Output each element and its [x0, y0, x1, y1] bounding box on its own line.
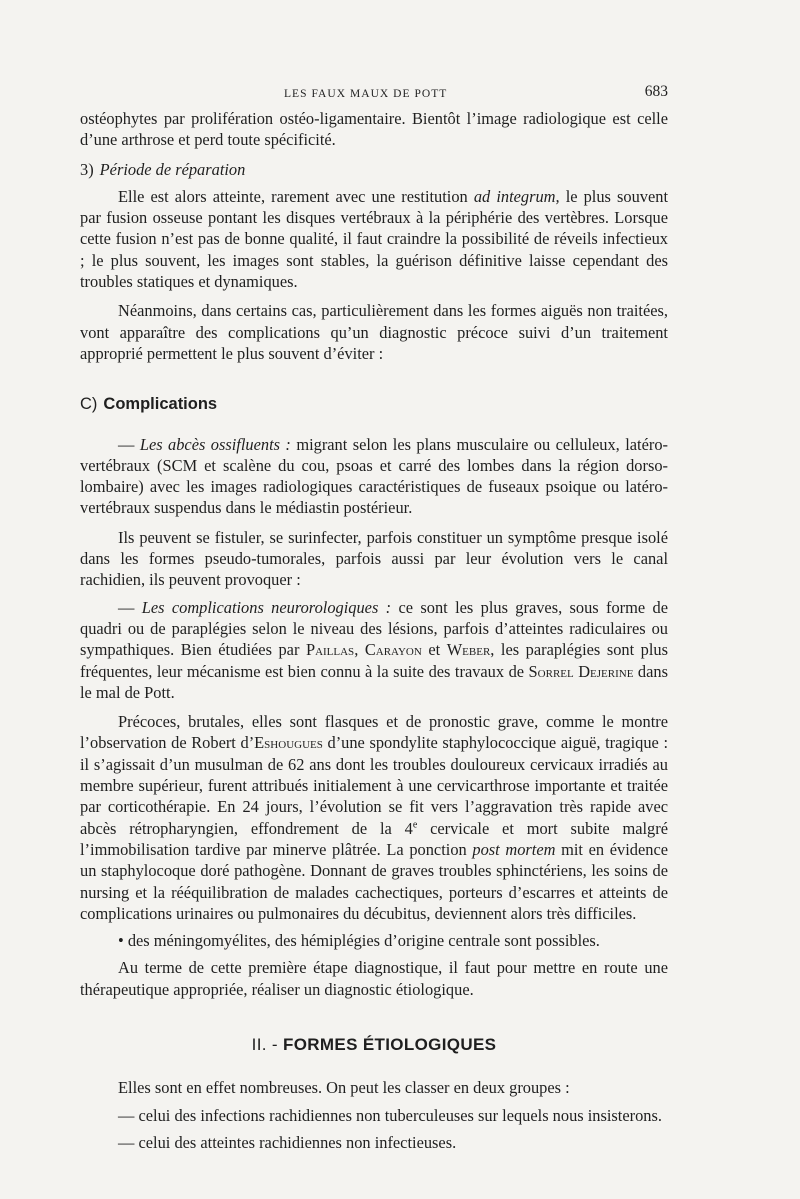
paragraph-fistula: Ils peuvent se fistuler, se surinfecter, parfois constituer un symptôme presque isolé dans les formes pseudo-tumorales, parfois aussi par leur évolution vers le canal rachidien, ils peuvent provoquer :: [80, 527, 668, 590]
part-title: FORMES ÉTIOLOGIQUES: [283, 1034, 497, 1054]
list-item-infections: — celui des infections rachidiennes non tuberculeuses sur lequels nous insisterons.: [118, 1105, 662, 1125]
superscript: e: [412, 819, 418, 831]
subheading-title: Période de réparation: [99, 159, 246, 179]
paragraph-early-brutal: [80, 711, 668, 924]
section-title: Complications: [103, 395, 218, 414]
document-page: [80, 78, 668, 1153]
text-run: mit en évidence un staphylocoque doré pathogène. Donnant de graves troubles sphinctériens, les soins de nursing et la rééquilibration de malades cachectiques, porteurs d’escarres et atteints de complications urinaires ou pulmonaires du décubitus, deviennent alors très difficiles.: [80, 839, 668, 923]
text-run: migrant selon les plans musculaire ou celluleux, latéro-vertébraux (SCM et scalène du cou, psoas et carré des lombes dans la région dorso-lombaire) avec les images radiologiques caractéristiques de fuseaux psoique ou latéro-vertébraux suspendus dans le médiastin postérieur.: [80, 434, 668, 518]
paragraph-numerous: Elles sont en effet nombreuses. On peut les classer en deux groupes :: [118, 1078, 570, 1098]
subheading-number: 3): [80, 159, 94, 179]
italic-run: Les complications neurorologiques :: [141, 597, 392, 617]
dash: —: [118, 434, 140, 454]
running-head: [80, 78, 668, 108]
paragraph-nevertheless: Néanmoins, dans certains cas, particulièrement dans les formes aiguës non traitées, vont apparaître des complications qu’un diagnostic précoce suivi d’un traitement approprié permettent le plus souvent d’éviter :: [80, 301, 668, 363]
paragraph-neurological: [80, 597, 668, 703]
paragraph-diagnostic-step: Au terme de cette première étape diagnostique, il faut pour mettre en route une thérapeutique appropriée, réaliser un diagnostic étiologique.: [80, 958, 668, 999]
paragraph-osteophytes: ostéophytes par prolifération ostéo-ligamentaire. Bientôt l’image radiologique est celle d’une arthrose et perd toute spécificité.: [80, 109, 668, 150]
running-title: LES FAUX MAUX DE POTT: [284, 88, 448, 100]
italic-run: ad integrum,: [473, 186, 560, 206]
part-number: II. -: [251, 1034, 283, 1054]
text-run: , les paraplégies sont plus fréquentes, leur mécanisme est bien connu à la suite des travaux de: [80, 640, 668, 681]
author-name: Paillas: [305, 640, 355, 660]
page-number: 683: [644, 83, 668, 100]
text-run: Elle est alors atteinte, rarement avec une restitution: [118, 186, 474, 206]
text-run: et: [421, 640, 447, 660]
author-name: Weber: [446, 640, 491, 660]
italic-run: Les abcès ossifluents :: [139, 434, 291, 454]
text-run: Précoces, brutales, elles sont flasques et de pronostic grave, comme le montre l’observation de Robert d’: [80, 712, 668, 753]
section-heading-complications: [80, 394, 668, 415]
paragraph-repair: [80, 186, 668, 292]
text-run: d’une spondylite staphylococcique aiguë, tragique : il s’agissait d’un musulman de 62 ans dont les troubles douloureux cervicaux irradiés au membre supérieur, furent attribués initialement à une cervicarthrose importante et traitée par corticothérapie. En 24 jours, l’évolution se fit vers l’aggravation très rapide avec abcès rétropharyngien, effondrement de la 4: [80, 733, 668, 838]
author-name: Eshougues: [254, 733, 323, 753]
dash: —: [118, 597, 142, 617]
author-name: Carayon: [364, 640, 422, 660]
part-heading-etiological-forms: [80, 1034, 668, 1055]
italic-run: post mortem: [472, 839, 556, 859]
text-run: ,: [354, 640, 365, 660]
subheading-repair-period: [80, 159, 668, 180]
paragraph-abscesses: [80, 434, 668, 519]
text-run: dans le mal de Pott.: [80, 661, 668, 702]
author-name: Sorrel Dejerine: [528, 661, 634, 681]
text-run: ce sont les plus graves, sous forme de quadri ou de paraplégies selon le niveau des lésions, parfois d’atteintes radiculaires ou sympathiques. Bien étudiées par: [80, 597, 668, 660]
list-item-non-infectious: — celui des atteintes rachidiennes non infectieuses.: [118, 1132, 457, 1152]
section-letter: C): [80, 395, 98, 414]
text-run: le plus souvent par fusion osseuse pontant les disques vertébraux à la périphérie des vertèbres. Lorsque cette fusion n’est pas de bonne qualité, il faut craindre la possibilité de réveils infectieux ; le plus souvent, les images sont stables, la guérison définitive laisse cependant des troubles statiques et dynamiques.: [80, 186, 668, 292]
text-run: cervicale et mort subite malgré l’immobilisation tardive par minerve plâtrée. La ponction: [80, 818, 668, 859]
paragraph-meningomyelitis: • des méningomyélites, des hémiplégies d’origine centrale sont possibles.: [118, 931, 600, 951]
